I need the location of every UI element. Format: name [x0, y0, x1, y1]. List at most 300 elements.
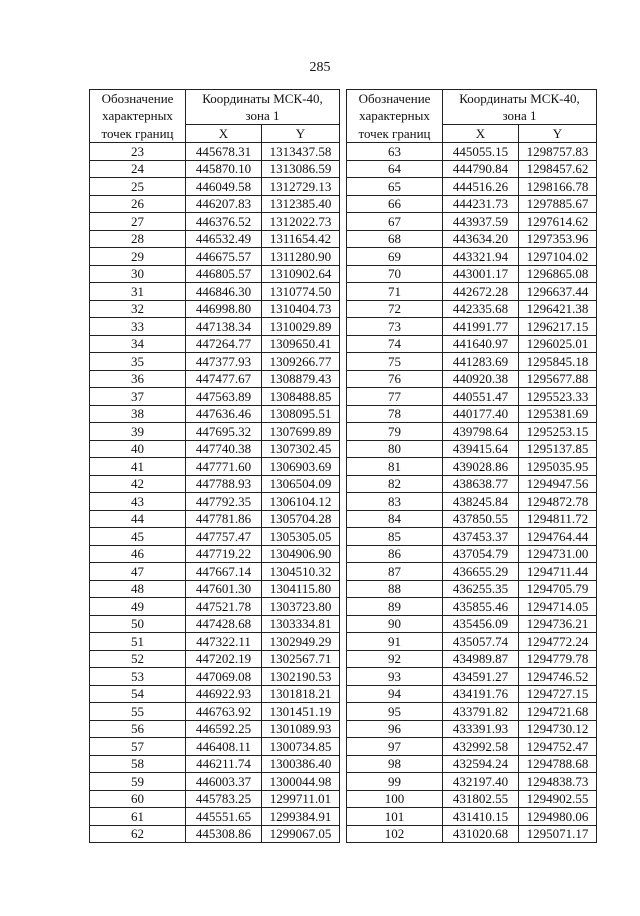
table-row	[347, 213, 597, 231]
table-row	[347, 615, 597, 633]
y-coordinate: 1310404.73	[262, 300, 340, 318]
point-number: 26	[90, 195, 186, 213]
x-coordinate: 447695.32	[186, 423, 262, 441]
x-coordinate: 447781.86	[186, 510, 262, 528]
y-coordinate: 1305305.05	[262, 528, 340, 546]
table-row	[90, 423, 340, 441]
point-number: 51	[90, 633, 186, 651]
point-number: 24	[90, 160, 186, 178]
y-coordinate: 1294980.06	[519, 808, 597, 826]
point-number: 59	[90, 773, 186, 791]
table-row	[347, 458, 597, 476]
point-number: 65	[347, 178, 443, 196]
point-number: 30	[90, 265, 186, 283]
y-coordinate: 1294947.56	[519, 475, 597, 493]
y-coordinate: 1294752.47	[519, 738, 597, 756]
table-row	[347, 230, 597, 248]
table-row	[90, 668, 340, 686]
point-number: 88	[347, 580, 443, 598]
x-coordinate: 437453.37	[443, 528, 519, 546]
point-number: 92	[347, 650, 443, 668]
y-coordinate: 1295253.15	[519, 423, 597, 441]
point-number: 55	[90, 703, 186, 721]
x-coordinate: 441991.77	[443, 318, 519, 336]
table-row	[347, 160, 597, 178]
y-coordinate: 1300386.40	[262, 755, 340, 773]
x-coordinate: 445783.25	[186, 790, 262, 808]
x-coordinate: 434191.76	[443, 685, 519, 703]
y-coordinate: 1295381.69	[519, 405, 597, 423]
x-coordinate: 444231.73	[443, 195, 519, 213]
x-coordinate: 440177.40	[443, 405, 519, 423]
point-number: 79	[347, 423, 443, 441]
point-number: 27	[90, 213, 186, 231]
table-row	[347, 703, 597, 721]
x-coordinate: 437850.55	[443, 510, 519, 528]
x-coordinate: 445308.86	[186, 825, 262, 843]
table-row	[90, 143, 340, 161]
table-row	[90, 195, 340, 213]
y-coordinate: 1294705.79	[519, 580, 597, 598]
point-number: 80	[347, 440, 443, 458]
point-number: 45	[90, 528, 186, 546]
table-row	[347, 720, 597, 738]
y-coordinate: 1301451.19	[262, 703, 340, 721]
table-row	[90, 300, 340, 318]
table-row	[347, 510, 597, 528]
x-coordinate: 442672.28	[443, 283, 519, 301]
y-coordinate: 1299067.05	[262, 825, 340, 843]
y-coordinate: 1312729.13	[262, 178, 340, 196]
y-coordinate: 1294872.78	[519, 493, 597, 511]
x-coordinate: 432992.58	[443, 738, 519, 756]
x-coordinate: 434591.27	[443, 668, 519, 686]
x-coordinate: 445055.15	[443, 143, 519, 161]
point-number: 100	[347, 790, 443, 808]
point-number: 60	[90, 790, 186, 808]
y-coordinate: 1301089.93	[262, 720, 340, 738]
point-number: 74	[347, 335, 443, 353]
y-coordinate: 1294788.68	[519, 755, 597, 773]
coordinates-table-left	[89, 89, 340, 843]
x-coordinate: 431410.15	[443, 808, 519, 826]
y-coordinate: 1306504.09	[262, 475, 340, 493]
y-coordinate: 1307302.45	[262, 440, 340, 458]
x-coordinate: 435057.74	[443, 633, 519, 651]
table-row	[347, 650, 597, 668]
point-number: 66	[347, 195, 443, 213]
point-number: 83	[347, 493, 443, 511]
y-coordinate: 1308879.43	[262, 370, 340, 388]
table-row	[347, 335, 597, 353]
table-row	[347, 825, 597, 843]
x-coordinate: 438245.84	[443, 493, 519, 511]
table-row	[90, 685, 340, 703]
table-row	[347, 580, 597, 598]
point-number: 35	[90, 353, 186, 371]
y-coordinate: 1297104.02	[519, 248, 597, 266]
y-coordinate: 1312385.40	[262, 195, 340, 213]
y-coordinate: 1305704.28	[262, 510, 340, 528]
y-coordinate: 1294736.21	[519, 615, 597, 633]
x-coordinate: 445551.65	[186, 808, 262, 826]
table-row	[347, 563, 597, 581]
x-coordinate: 435855.46	[443, 598, 519, 616]
table-row	[347, 143, 597, 161]
point-number: 39	[90, 423, 186, 441]
y-coordinate: 1300044.98	[262, 773, 340, 791]
header-row	[347, 90, 597, 108]
x-coordinate: 443634.20	[443, 230, 519, 248]
x-coordinate: 444516.26	[443, 178, 519, 196]
table-row	[347, 755, 597, 773]
table-row	[90, 213, 340, 231]
y-coordinate: 1294746.52	[519, 668, 597, 686]
point-number: 95	[347, 703, 443, 721]
y-column-header: Y	[519, 125, 597, 143]
coords-header-line: зона 1	[443, 107, 597, 125]
x-column-header: X	[186, 125, 262, 143]
table-row	[347, 423, 597, 441]
x-coordinate: 432197.40	[443, 773, 519, 791]
x-coordinate: 439798.64	[443, 423, 519, 441]
x-coordinate: 447667.14	[186, 563, 262, 581]
x-coordinate: 433791.82	[443, 703, 519, 721]
x-coordinate: 440551.47	[443, 388, 519, 406]
point-number: 71	[347, 283, 443, 301]
table-row	[347, 475, 597, 493]
y-coordinate: 1295137.85	[519, 440, 597, 458]
x-coordinate: 447069.08	[186, 668, 262, 686]
point-number: 50	[90, 615, 186, 633]
table-row	[90, 528, 340, 546]
point-number: 75	[347, 353, 443, 371]
point-number: 76	[347, 370, 443, 388]
table-row	[90, 353, 340, 371]
table-row	[90, 773, 340, 791]
y-coordinate: 1298166.78	[519, 178, 597, 196]
table-row	[90, 475, 340, 493]
table-row	[90, 405, 340, 423]
table-row	[347, 545, 597, 563]
table-row	[347, 318, 597, 336]
point-number: 102	[347, 825, 443, 843]
table-row	[347, 300, 597, 318]
y-coordinate: 1294730.12	[519, 720, 597, 738]
table-row	[90, 160, 340, 178]
table-row	[347, 528, 597, 546]
y-coordinate: 1297614.62	[519, 213, 597, 231]
y-column-header: Y	[262, 125, 340, 143]
point-number: 40	[90, 440, 186, 458]
y-coordinate: 1295035.95	[519, 458, 597, 476]
coords-header-line: Координаты МСК-40,	[186, 90, 340, 108]
table-row	[90, 318, 340, 336]
table-row	[347, 440, 597, 458]
x-coordinate: 441283.69	[443, 353, 519, 371]
y-coordinate: 1306903.69	[262, 458, 340, 476]
y-coordinate: 1311280.90	[262, 248, 340, 266]
x-column-header: X	[443, 125, 519, 143]
designation-header-line: точек границ	[347, 125, 443, 143]
point-number: 98	[347, 755, 443, 773]
x-coordinate: 438638.77	[443, 475, 519, 493]
x-coordinate: 447521.78	[186, 598, 262, 616]
y-coordinate: 1299384.91	[262, 808, 340, 826]
y-coordinate: 1294779.78	[519, 650, 597, 668]
y-coordinate: 1308488.85	[262, 388, 340, 406]
y-coordinate: 1309266.77	[262, 353, 340, 371]
table-row	[90, 755, 340, 773]
x-coordinate: 439028.86	[443, 458, 519, 476]
x-coordinate: 445678.31	[186, 143, 262, 161]
point-number: 86	[347, 545, 443, 563]
table-row	[347, 283, 597, 301]
table-row	[90, 283, 340, 301]
y-coordinate: 1310774.50	[262, 283, 340, 301]
x-coordinate: 447792.35	[186, 493, 262, 511]
point-number: 29	[90, 248, 186, 266]
y-coordinate: 1297885.67	[519, 195, 597, 213]
x-coordinate: 443937.59	[443, 213, 519, 231]
point-number: 48	[90, 580, 186, 598]
y-coordinate: 1312022.73	[262, 213, 340, 231]
table-row	[90, 703, 340, 721]
designation-header-line: точек границ	[90, 125, 186, 143]
table-row	[90, 633, 340, 651]
table-row	[347, 773, 597, 791]
table-row	[90, 598, 340, 616]
point-number: 46	[90, 545, 186, 563]
table-row	[90, 510, 340, 528]
point-number: 93	[347, 668, 443, 686]
y-coordinate: 1307699.89	[262, 423, 340, 441]
x-coordinate: 446049.58	[186, 178, 262, 196]
x-coordinate: 442335.68	[443, 300, 519, 318]
header-row	[90, 125, 340, 143]
table-row	[347, 598, 597, 616]
x-coordinate: 432594.24	[443, 755, 519, 773]
y-coordinate: 1306104.12	[262, 493, 340, 511]
x-coordinate: 447601.30	[186, 580, 262, 598]
table-row	[347, 493, 597, 511]
table-row	[347, 248, 597, 266]
y-coordinate: 1294772.24	[519, 633, 597, 651]
coords-header-line: Координаты МСК-40,	[443, 90, 597, 108]
x-coordinate: 446532.49	[186, 230, 262, 248]
y-coordinate: 1294811.72	[519, 510, 597, 528]
point-number: 87	[347, 563, 443, 581]
y-coordinate: 1294721.68	[519, 703, 597, 721]
table-row	[90, 458, 340, 476]
x-coordinate: 446207.83	[186, 195, 262, 213]
table-row	[90, 720, 340, 738]
table-row	[90, 808, 340, 826]
point-number: 32	[90, 300, 186, 318]
point-number: 25	[90, 178, 186, 196]
point-number: 31	[90, 283, 186, 301]
header-row	[90, 90, 340, 108]
point-number: 41	[90, 458, 186, 476]
x-coordinate: 446376.52	[186, 213, 262, 231]
y-coordinate: 1304906.90	[262, 545, 340, 563]
point-number: 101	[347, 808, 443, 826]
x-coordinate: 447202.19	[186, 650, 262, 668]
table-row	[90, 493, 340, 511]
point-number: 67	[347, 213, 443, 231]
x-coordinate: 447771.60	[186, 458, 262, 476]
table-row	[347, 790, 597, 808]
y-coordinate: 1294714.05	[519, 598, 597, 616]
table-row	[90, 248, 340, 266]
x-coordinate: 446998.80	[186, 300, 262, 318]
y-coordinate: 1313086.59	[262, 160, 340, 178]
y-coordinate: 1303723.80	[262, 598, 340, 616]
y-coordinate: 1295845.18	[519, 353, 597, 371]
x-coordinate: 434989.87	[443, 650, 519, 668]
x-coordinate: 447264.77	[186, 335, 262, 353]
y-coordinate: 1296637.44	[519, 283, 597, 301]
table-row	[90, 738, 340, 756]
x-coordinate: 447563.89	[186, 388, 262, 406]
x-coordinate: 447740.38	[186, 440, 262, 458]
x-coordinate: 447428.68	[186, 615, 262, 633]
point-number: 78	[347, 405, 443, 423]
table-row	[90, 650, 340, 668]
point-number: 42	[90, 475, 186, 493]
table-row	[347, 738, 597, 756]
table-row	[347, 195, 597, 213]
y-coordinate: 1294731.00	[519, 545, 597, 563]
table-row	[347, 265, 597, 283]
x-coordinate: 441640.97	[443, 335, 519, 353]
x-coordinate: 447788.93	[186, 475, 262, 493]
coords-header-line: зона 1	[186, 107, 340, 125]
y-coordinate: 1298757.83	[519, 143, 597, 161]
y-coordinate: 1310902.64	[262, 265, 340, 283]
point-number: 57	[90, 738, 186, 756]
point-number: 37	[90, 388, 186, 406]
x-coordinate: 446805.57	[186, 265, 262, 283]
table-row	[347, 353, 597, 371]
header-row	[347, 107, 597, 125]
table-body	[90, 90, 340, 843]
x-coordinate: 433391.93	[443, 720, 519, 738]
x-coordinate: 435456.09	[443, 615, 519, 633]
x-coordinate: 447377.93	[186, 353, 262, 371]
table-body	[347, 90, 597, 843]
designation-header-line: Обозначение	[347, 90, 443, 108]
y-coordinate: 1298457.62	[519, 160, 597, 178]
x-coordinate: 444790.84	[443, 160, 519, 178]
table-row	[90, 178, 340, 196]
y-coordinate: 1302190.53	[262, 668, 340, 686]
x-coordinate: 447477.67	[186, 370, 262, 388]
table-row	[90, 580, 340, 598]
x-coordinate: 446408.11	[186, 738, 262, 756]
point-number: 43	[90, 493, 186, 511]
x-coordinate: 439415.64	[443, 440, 519, 458]
y-coordinate: 1295071.17	[519, 825, 597, 843]
y-coordinate: 1300734.85	[262, 738, 340, 756]
point-number: 62	[90, 825, 186, 843]
point-number: 61	[90, 808, 186, 826]
point-number: 68	[347, 230, 443, 248]
designation-header-line: Обозначение	[90, 90, 186, 108]
table-row	[347, 178, 597, 196]
table-row	[347, 388, 597, 406]
point-number: 34	[90, 335, 186, 353]
x-coordinate: 440920.38	[443, 370, 519, 388]
point-number: 85	[347, 528, 443, 546]
table-row	[347, 808, 597, 826]
table-row	[347, 370, 597, 388]
table-row	[90, 563, 340, 581]
y-coordinate: 1294838.73	[519, 773, 597, 791]
table-row	[90, 825, 340, 843]
table-row	[90, 440, 340, 458]
point-number: 44	[90, 510, 186, 528]
page-number: 285	[309, 60, 331, 75]
point-number: 96	[347, 720, 443, 738]
point-number: 90	[347, 615, 443, 633]
point-number: 49	[90, 598, 186, 616]
point-number: 94	[347, 685, 443, 703]
point-number: 99	[347, 773, 443, 791]
x-coordinate: 436655.29	[443, 563, 519, 581]
y-coordinate: 1304510.32	[262, 563, 340, 581]
y-coordinate: 1296217.15	[519, 318, 597, 336]
point-number: 33	[90, 318, 186, 336]
y-coordinate: 1309650.41	[262, 335, 340, 353]
y-coordinate: 1301818.21	[262, 685, 340, 703]
table-row	[347, 633, 597, 651]
point-number: 53	[90, 668, 186, 686]
x-coordinate: 447138.34	[186, 318, 262, 336]
header-row	[90, 107, 340, 125]
x-coordinate: 431802.55	[443, 790, 519, 808]
point-number: 56	[90, 720, 186, 738]
table-row	[347, 405, 597, 423]
point-number: 58	[90, 755, 186, 773]
table-row	[90, 388, 340, 406]
table-row	[347, 668, 597, 686]
designation-header-line: характерных	[347, 107, 443, 125]
y-coordinate: 1297353.96	[519, 230, 597, 248]
y-coordinate: 1308095.51	[262, 405, 340, 423]
point-number: 81	[347, 458, 443, 476]
x-coordinate: 437054.79	[443, 545, 519, 563]
point-number: 28	[90, 230, 186, 248]
table-row	[90, 790, 340, 808]
point-number: 89	[347, 598, 443, 616]
point-number: 38	[90, 405, 186, 423]
x-coordinate: 446592.25	[186, 720, 262, 738]
point-number: 52	[90, 650, 186, 668]
point-number: 63	[347, 143, 443, 161]
y-coordinate: 1299711.01	[262, 790, 340, 808]
x-coordinate: 446675.57	[186, 248, 262, 266]
y-coordinate: 1310029.89	[262, 318, 340, 336]
y-coordinate: 1294902.55	[519, 790, 597, 808]
point-number: 47	[90, 563, 186, 581]
y-coordinate: 1294711.44	[519, 563, 597, 581]
table-row	[90, 335, 340, 353]
x-coordinate: 446003.37	[186, 773, 262, 791]
point-number: 36	[90, 370, 186, 388]
y-coordinate: 1296865.08	[519, 265, 597, 283]
y-coordinate: 1303334.81	[262, 615, 340, 633]
